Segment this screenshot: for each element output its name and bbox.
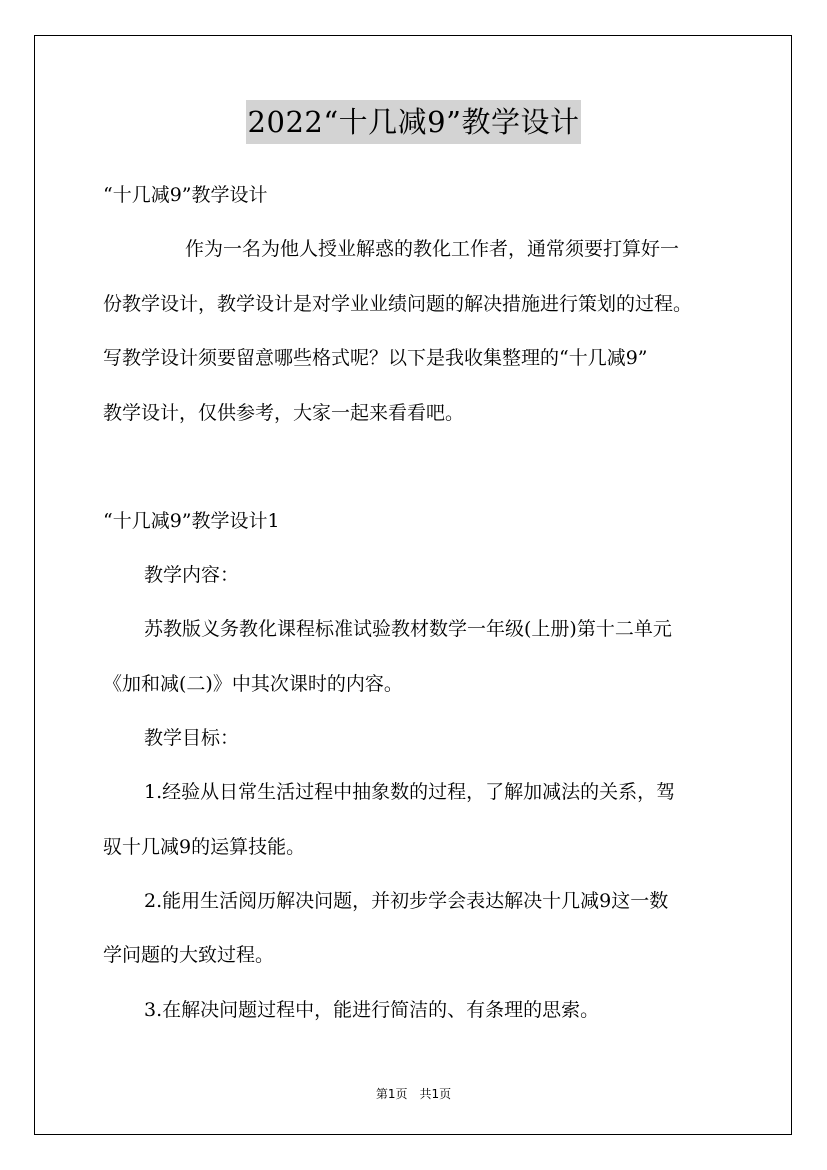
document-title: 2022“十几减9”教学设计 (246, 100, 582, 144)
goal-line-2: 驭十几减9的运算技能。 (103, 836, 306, 858)
document-subtitle: “十几减9”教学设计 (103, 184, 268, 206)
intro-line-1: 作为一名为他人授业解惑的教化工作者，通常须要打算好一 (185, 238, 680, 260)
page-number-total: 共1页 (419, 1087, 452, 1101)
section-heading: “十几减9”教学设计1 (103, 510, 280, 532)
title-container (0, 100, 827, 144)
content-line-2: 《加和减(二)》中其次课时的内容。 (103, 673, 403, 695)
page-footer (0, 1085, 827, 1102)
content-label: 教学内容： (144, 564, 240, 586)
content-line-1: 苏教版义务教化课程标准试验教材数学一年级(上册)第十二单元 (144, 618, 672, 640)
goal-line-3: 2.能用生活阅历解决问题，并初步学会表达解决十几减9这一数 (144, 890, 669, 912)
page-number-current: 第1页 (375, 1087, 408, 1101)
goals-label: 教学目标： (144, 727, 240, 749)
intro-line-4: 教学设计，仅供参考，大家一起来看看吧。 (103, 402, 465, 424)
goal-line-1: 1.经验从日常生活过程中抽象数的过程，了解加减法的关系，驾 (144, 781, 676, 803)
intro-line-2: 份教学设计，教学设计是对学业业绩问题的解决措施进行策划的过程。 (103, 293, 693, 315)
intro-line-3: 写教学设计须要留意哪些格式呢？以下是我收集整理的“十几减9” (103, 347, 648, 369)
goal-line-5: 3.在解决问题过程中，能进行简洁的、有条理的思索。 (144, 999, 600, 1021)
goal-line-4: 学问题的大致过程。 (103, 944, 275, 966)
